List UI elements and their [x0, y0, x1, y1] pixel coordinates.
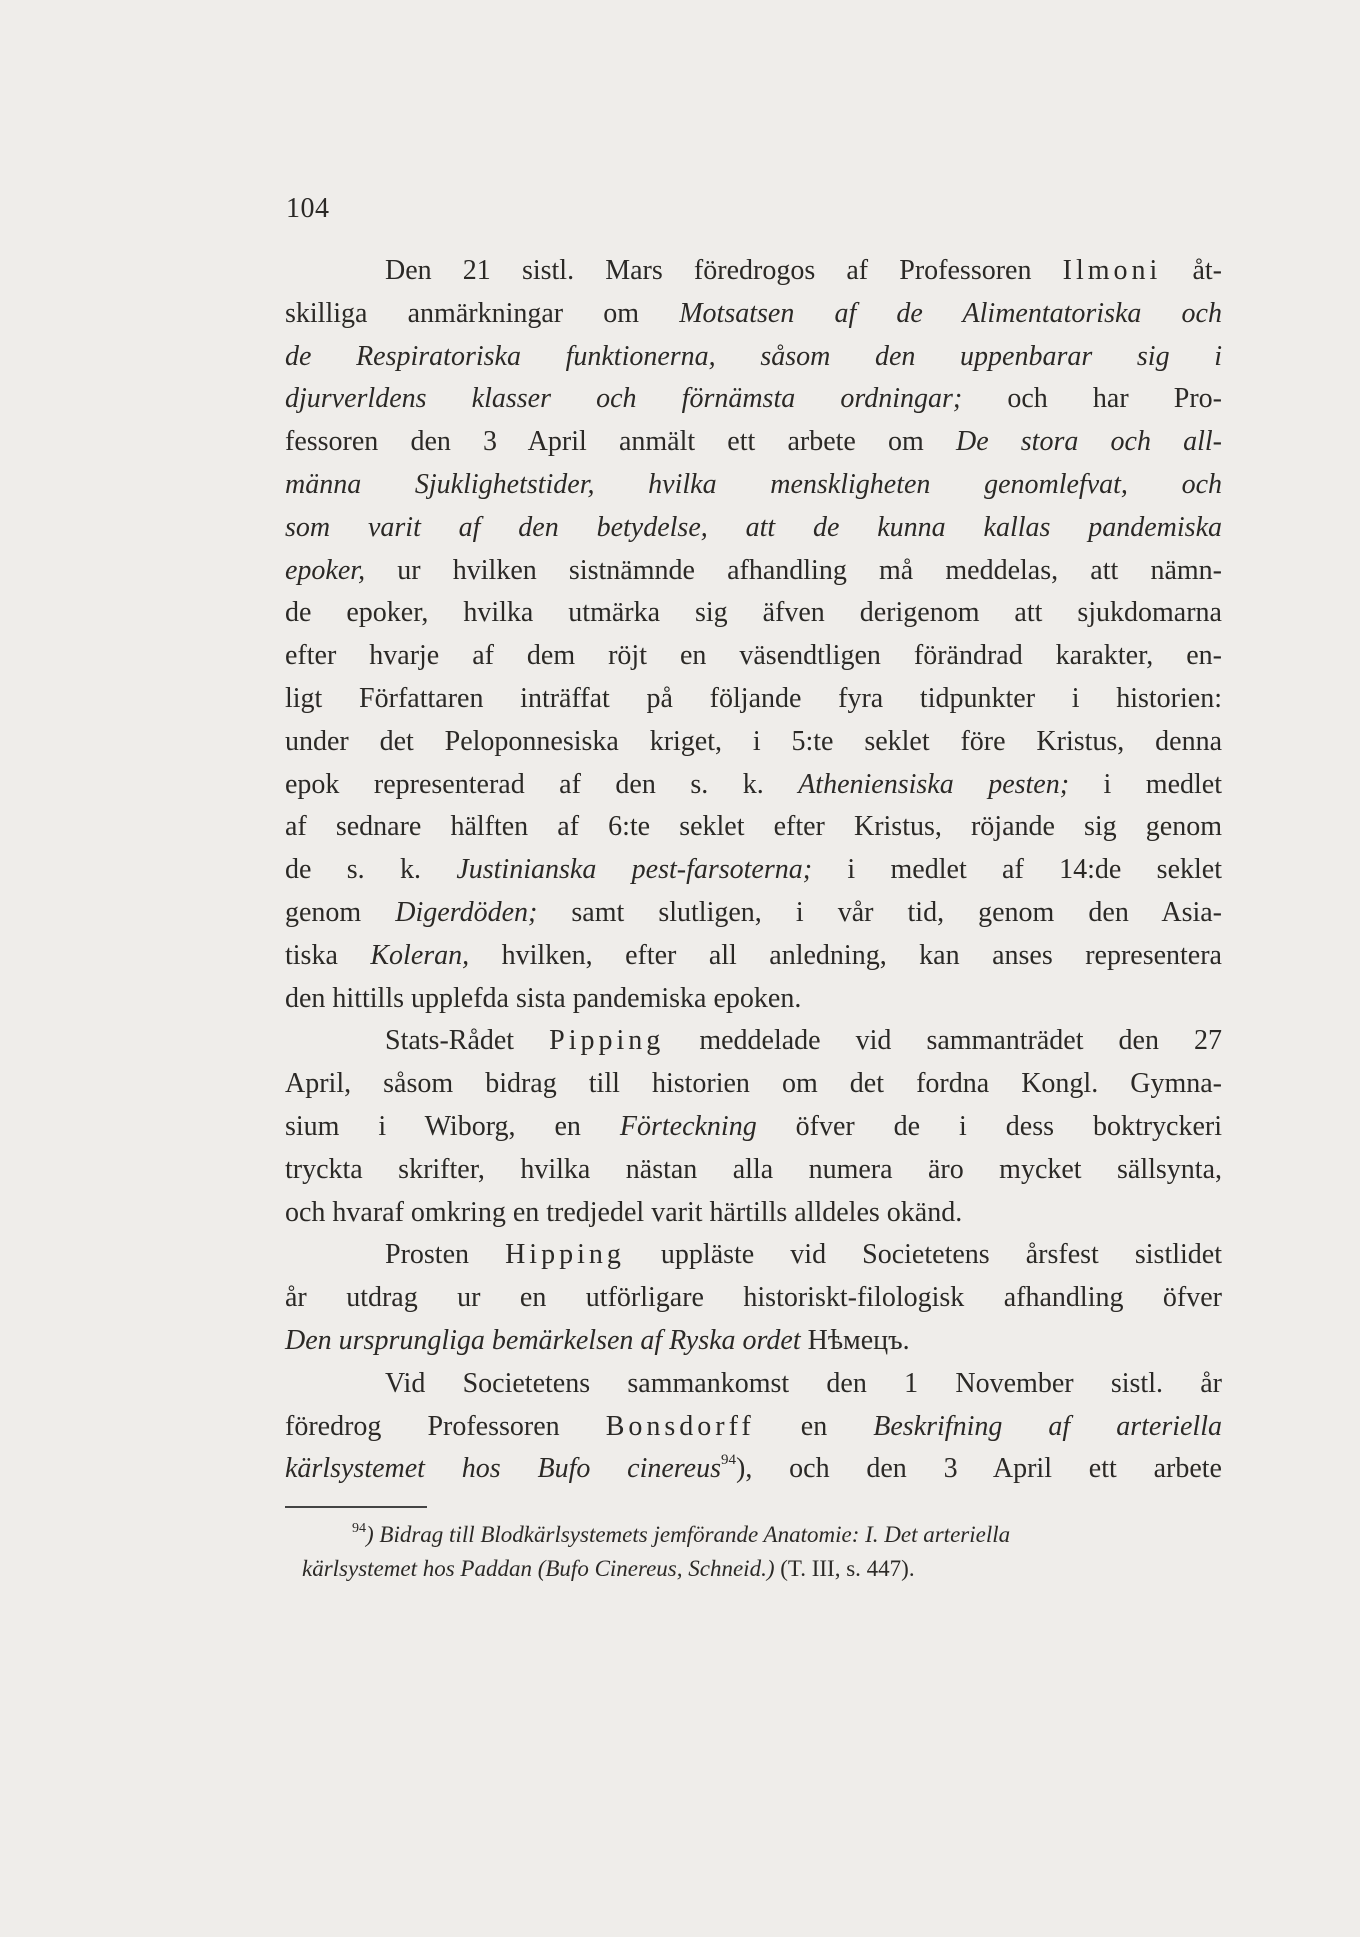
text-span: Stats-Rådet — [385, 1025, 550, 1057]
footnote-text: (T. III, s. 447). — [780, 1556, 915, 1581]
text-span: männa Sjuklighetstider, hvilka menskligheten genomlefvat, och — [285, 468, 1222, 500]
text-line — [285, 421, 1222, 464]
text-span: Digerdöden; — [395, 896, 538, 928]
footnote-line-0-content — [366, 1522, 1010, 1547]
footnote-line — [302, 1518, 1182, 1552]
text-span: ligt Författaren inträffat på följande fyra tidpunkter i historien: — [285, 682, 1222, 714]
text-span: de s. k. — [285, 854, 457, 886]
text-line — [285, 806, 1222, 849]
text-span: och har Pro- — [962, 383, 1222, 415]
text-line — [285, 378, 1222, 421]
text-span: efter hvarje af dem röjt en väsendtligen förändrad karakter, en- — [285, 640, 1222, 672]
text-line — [285, 1234, 1222, 1277]
text-span: under det Peloponnesiska kriget, i 5:te seklet före Kristus, denna — [285, 725, 1222, 757]
text-span: åt- — [1161, 255, 1222, 286]
text-line — [285, 1063, 1222, 1106]
text-span: de epoker, hvilka utmärka sig äfven derigenom att sjukdomarna — [285, 597, 1222, 629]
text-span: ), och den 3 April ett arbete — [736, 1453, 1222, 1485]
text-span: ur hvilken sistnämnde afhandling må meddelas, att nämn- — [365, 554, 1222, 586]
footnote-text: ) Bidrag till Blodkärlsystemets jemförande Anatomie: I. Det arteriella — [366, 1522, 1011, 1547]
text-line — [285, 1192, 1222, 1235]
text-span: Den 21 sistl. Mars föredrogos af Professoren — [385, 255, 1063, 286]
text-span: djurverldens klasser och förnämsta ordningar; — [285, 383, 963, 415]
text-line — [285, 849, 1222, 892]
text-span: i medlet — [1069, 768, 1222, 800]
text-line — [285, 250, 1222, 293]
text-line — [285, 764, 1222, 807]
text-span: som varit af den betydelse, att de kunna kallas pandemiska — [285, 511, 1222, 543]
text-line — [285, 1406, 1222, 1449]
text-span: meddelade vid sammanträdet den 27 — [664, 1025, 1223, 1057]
text-span: Vid Societetens sammankomst den 1 November sistl. år — [385, 1367, 1222, 1399]
text-span: Koleran, — [370, 939, 470, 971]
text-line — [285, 592, 1222, 635]
text-span: i medlet af 14:de seklet — [812, 854, 1222, 886]
text-line — [285, 978, 1222, 1021]
footnote-marker: 94 — [352, 1521, 366, 1536]
text-span: hvilken, efter all anledning, kan anses representera — [469, 939, 1222, 971]
person-name: Ilmoni — [1062, 255, 1162, 286]
text-line — [285, 721, 1222, 764]
text-span: April, såsom bidrag till historien om det fordna Kongl. Gymna- — [285, 1068, 1222, 1100]
text-span: samt slutligen, i vår tid, genom den Asia- — [537, 896, 1222, 928]
text-line — [285, 1448, 1222, 1491]
text-span: föredrog Professoren — [285, 1410, 606, 1442]
text-span: år utdrag ur en utförligare historiskt-filologisk afhandling öfver — [285, 1282, 1222, 1314]
text-span: Motsatsen af de Alimentatoriska och — [679, 297, 1222, 329]
text-span: skilliga anmärkningar om — [285, 297, 680, 329]
footnote-reference: 94 — [721, 1452, 736, 1469]
text-span: de Respiratoriska funktionerna, såsom den uppenbarar sig i — [285, 340, 1222, 372]
text-line — [285, 1363, 1222, 1406]
text-span: och hvaraf omkring en tredjedel varit härtills alldeles okänd. — [285, 1196, 963, 1228]
text-line — [285, 550, 1222, 593]
text-span: af sednare hälften af 6:te seklet efter Kristus, röjande sig genom — [285, 811, 1222, 843]
text-span: tryckta skrifter, hvilka nästan alla numera äro mycket sällsynta, — [285, 1153, 1222, 1185]
text-span: sium i Wiborg, en — [285, 1110, 620, 1142]
text-span: epok representerad af den s. k. — [285, 768, 799, 800]
text-line — [285, 678, 1222, 721]
text-span: Beskrifning af arteriella — [873, 1410, 1222, 1442]
footnote-text: kärlsystemet hos Paddan (Bufo Cinereus, Schneid.) — [302, 1556, 781, 1581]
text-span: fessoren den 3 April anmält ett arbete om — [285, 426, 956, 458]
text-line — [285, 935, 1222, 978]
text-line — [285, 507, 1222, 550]
body-text — [285, 250, 1222, 1491]
text-span: uppläste vid Societetens årsfest sistlidet — [624, 1239, 1222, 1271]
footnote-line — [302, 1552, 1182, 1586]
person-name: Hipping — [505, 1239, 625, 1271]
text-line — [285, 1320, 1222, 1363]
text-line — [285, 336, 1222, 379]
text-line — [285, 1277, 1222, 1320]
text-span: kärlsystemet hos Bufo cinereus — [285, 1453, 721, 1485]
text-line — [285, 1149, 1222, 1192]
text-line — [285, 635, 1222, 678]
text-span: Förteckning — [619, 1110, 757, 1142]
text-span: Justinianska pest-farsoterna; — [456, 854, 813, 886]
text-span: De stora och all- — [955, 426, 1222, 458]
person-name: Bonsdorff — [605, 1410, 755, 1442]
text-span: Prosten — [385, 1239, 506, 1271]
text-span: tiska — [285, 939, 371, 971]
text-span: epoker, — [285, 554, 366, 586]
text-span: en — [754, 1410, 874, 1442]
page-number: 104 — [286, 193, 330, 224]
text-line — [285, 1020, 1222, 1063]
text-span: Нѣмецъ. — [800, 1324, 910, 1356]
footnote-rule — [285, 1506, 427, 1508]
text-line — [285, 892, 1222, 935]
text-span: genom — [285, 896, 396, 928]
text-span: Atheniensiska pesten; — [798, 768, 1070, 800]
text-span: Den ursprungliga bemärkelsen af Ryska ordet — [285, 1324, 801, 1356]
text-line — [285, 464, 1222, 507]
footnote — [302, 1518, 1182, 1586]
text-line — [285, 1106, 1222, 1149]
person-name: Pipping — [549, 1025, 665, 1057]
text-span: öfver de i dess boktryckeri — [756, 1110, 1223, 1142]
text-span: den hittills upplefda sista pandemiska epoken. — [285, 982, 802, 1014]
text-line — [285, 293, 1222, 336]
